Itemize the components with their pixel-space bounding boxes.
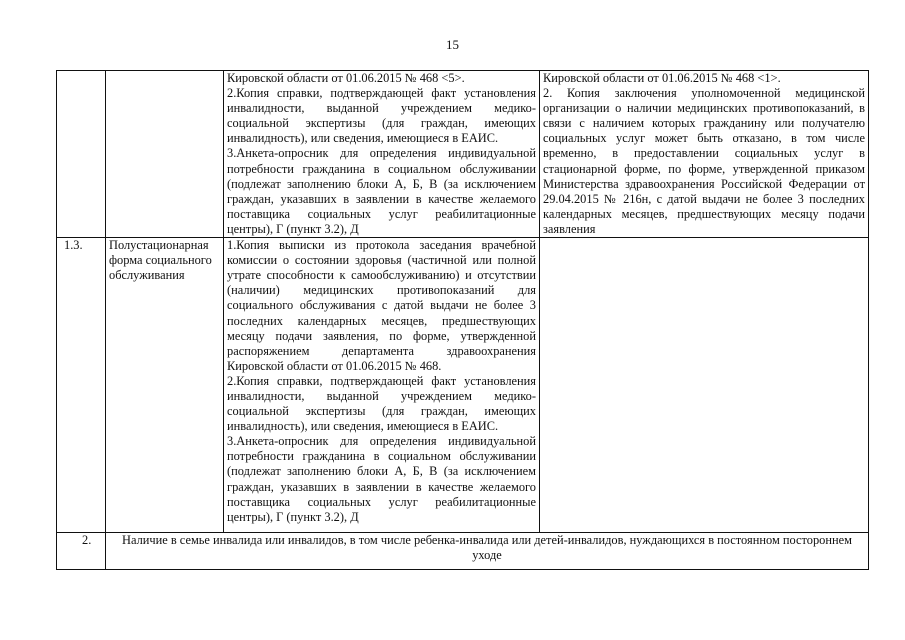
row-number-cell: 1.3. bbox=[57, 238, 106, 533]
service-form-cell bbox=[106, 71, 224, 238]
document-item: Кировской области от 01.06.2015 № 468 <5>. bbox=[227, 71, 465, 85]
table-row bbox=[57, 71, 869, 238]
service-form-cell: Полустационарная форма социального обслуживания bbox=[106, 238, 224, 533]
requirements-table bbox=[56, 70, 869, 570]
row-number-cell bbox=[57, 71, 106, 238]
document-item: 2.Копия справки, подтверждающей факт установления инвалидности, выданной учреждением медико-социальной экспертизы (для граждан, имеющих инвалидность), или сведения, имеющиеся в ЕАИС. bbox=[227, 86, 536, 146]
documents-cell bbox=[224, 71, 540, 238]
section-number-cell bbox=[57, 533, 106, 570]
refusal-documents-cell bbox=[540, 71, 869, 238]
section-row bbox=[57, 533, 869, 570]
section-title-cell: Наличие в семье инвалида или инвалидов, в том числе ребенка-инвалида или детей-инвалидов, нуждающихся в постоянном постороннем уходе bbox=[106, 533, 869, 570]
section-number: 2. bbox=[82, 533, 92, 548]
refusal-item: Кировской области от 01.06.2015 № 468 <1>. bbox=[543, 71, 781, 85]
documents-cell bbox=[224, 238, 540, 533]
refusal-documents-cell bbox=[540, 238, 869, 533]
document-item: 3.Анкета-опросник для определения индивидуальной потребности гражданина в социальном обслуживании (подлежат заполнению блоки А, Б, В (за исключением граждан, указавших в заявлении в качестве желаемого поставщика социальных услуг реабилитационные центры), Г (пункт 3.2), Д bbox=[227, 434, 536, 524]
page-number: 15 bbox=[446, 37, 459, 52]
refusal-item: 2. Копия заключения уполномоченной медицинской организации о наличии медицинских противопоказаний, в связи с наличием которых гражданину или получателю социальных услуг может быть отказано, в том числе временно, в предоставлении социальных услуг в стационарной форме, по форме, утвержденной приказом Министерства здравоохранения Российской Федерации от 29.04.2015 № 216н, с датой выдачи не более 3 последних календарных месяцев, предшествующих месяцу подачи заявления bbox=[543, 86, 865, 236]
document-item: 3.Анкета-опросник для определения индивидуальной потребности гражданина в социальном обслуживании (подлежат заполнению блоки А, Б, В (за исключением граждан, указавших в заявлении в качестве желаемого поставщика социальных услуг реабилитационные центры), Г (пункт 3.2), Д bbox=[227, 146, 536, 236]
document-item: 2.Копия справки, подтверждающей факт установления инвалидности, выданной учреждением медико-социальной экспертизы (для граждан, имеющих инвалидность), или сведения, имеющиеся в ЕАИС. bbox=[227, 373, 536, 434]
document-item: 1.Копия выписки из протокола заседания врачебной комиссии о состоянии здоровья (частичной или полной утрате способности к самообслуживанию) и отсутствии (наличии) медицинских противопоказаний для социального обслуживания с датой выдачи не более 3 последних календарных месяцев, предшествующих месяцу подачи заявления, по форме, утвержденной распоряжением департамента здравоохранения Кировской области от 01.06.2015 № 468. bbox=[227, 238, 536, 373]
table-row bbox=[57, 238, 869, 533]
